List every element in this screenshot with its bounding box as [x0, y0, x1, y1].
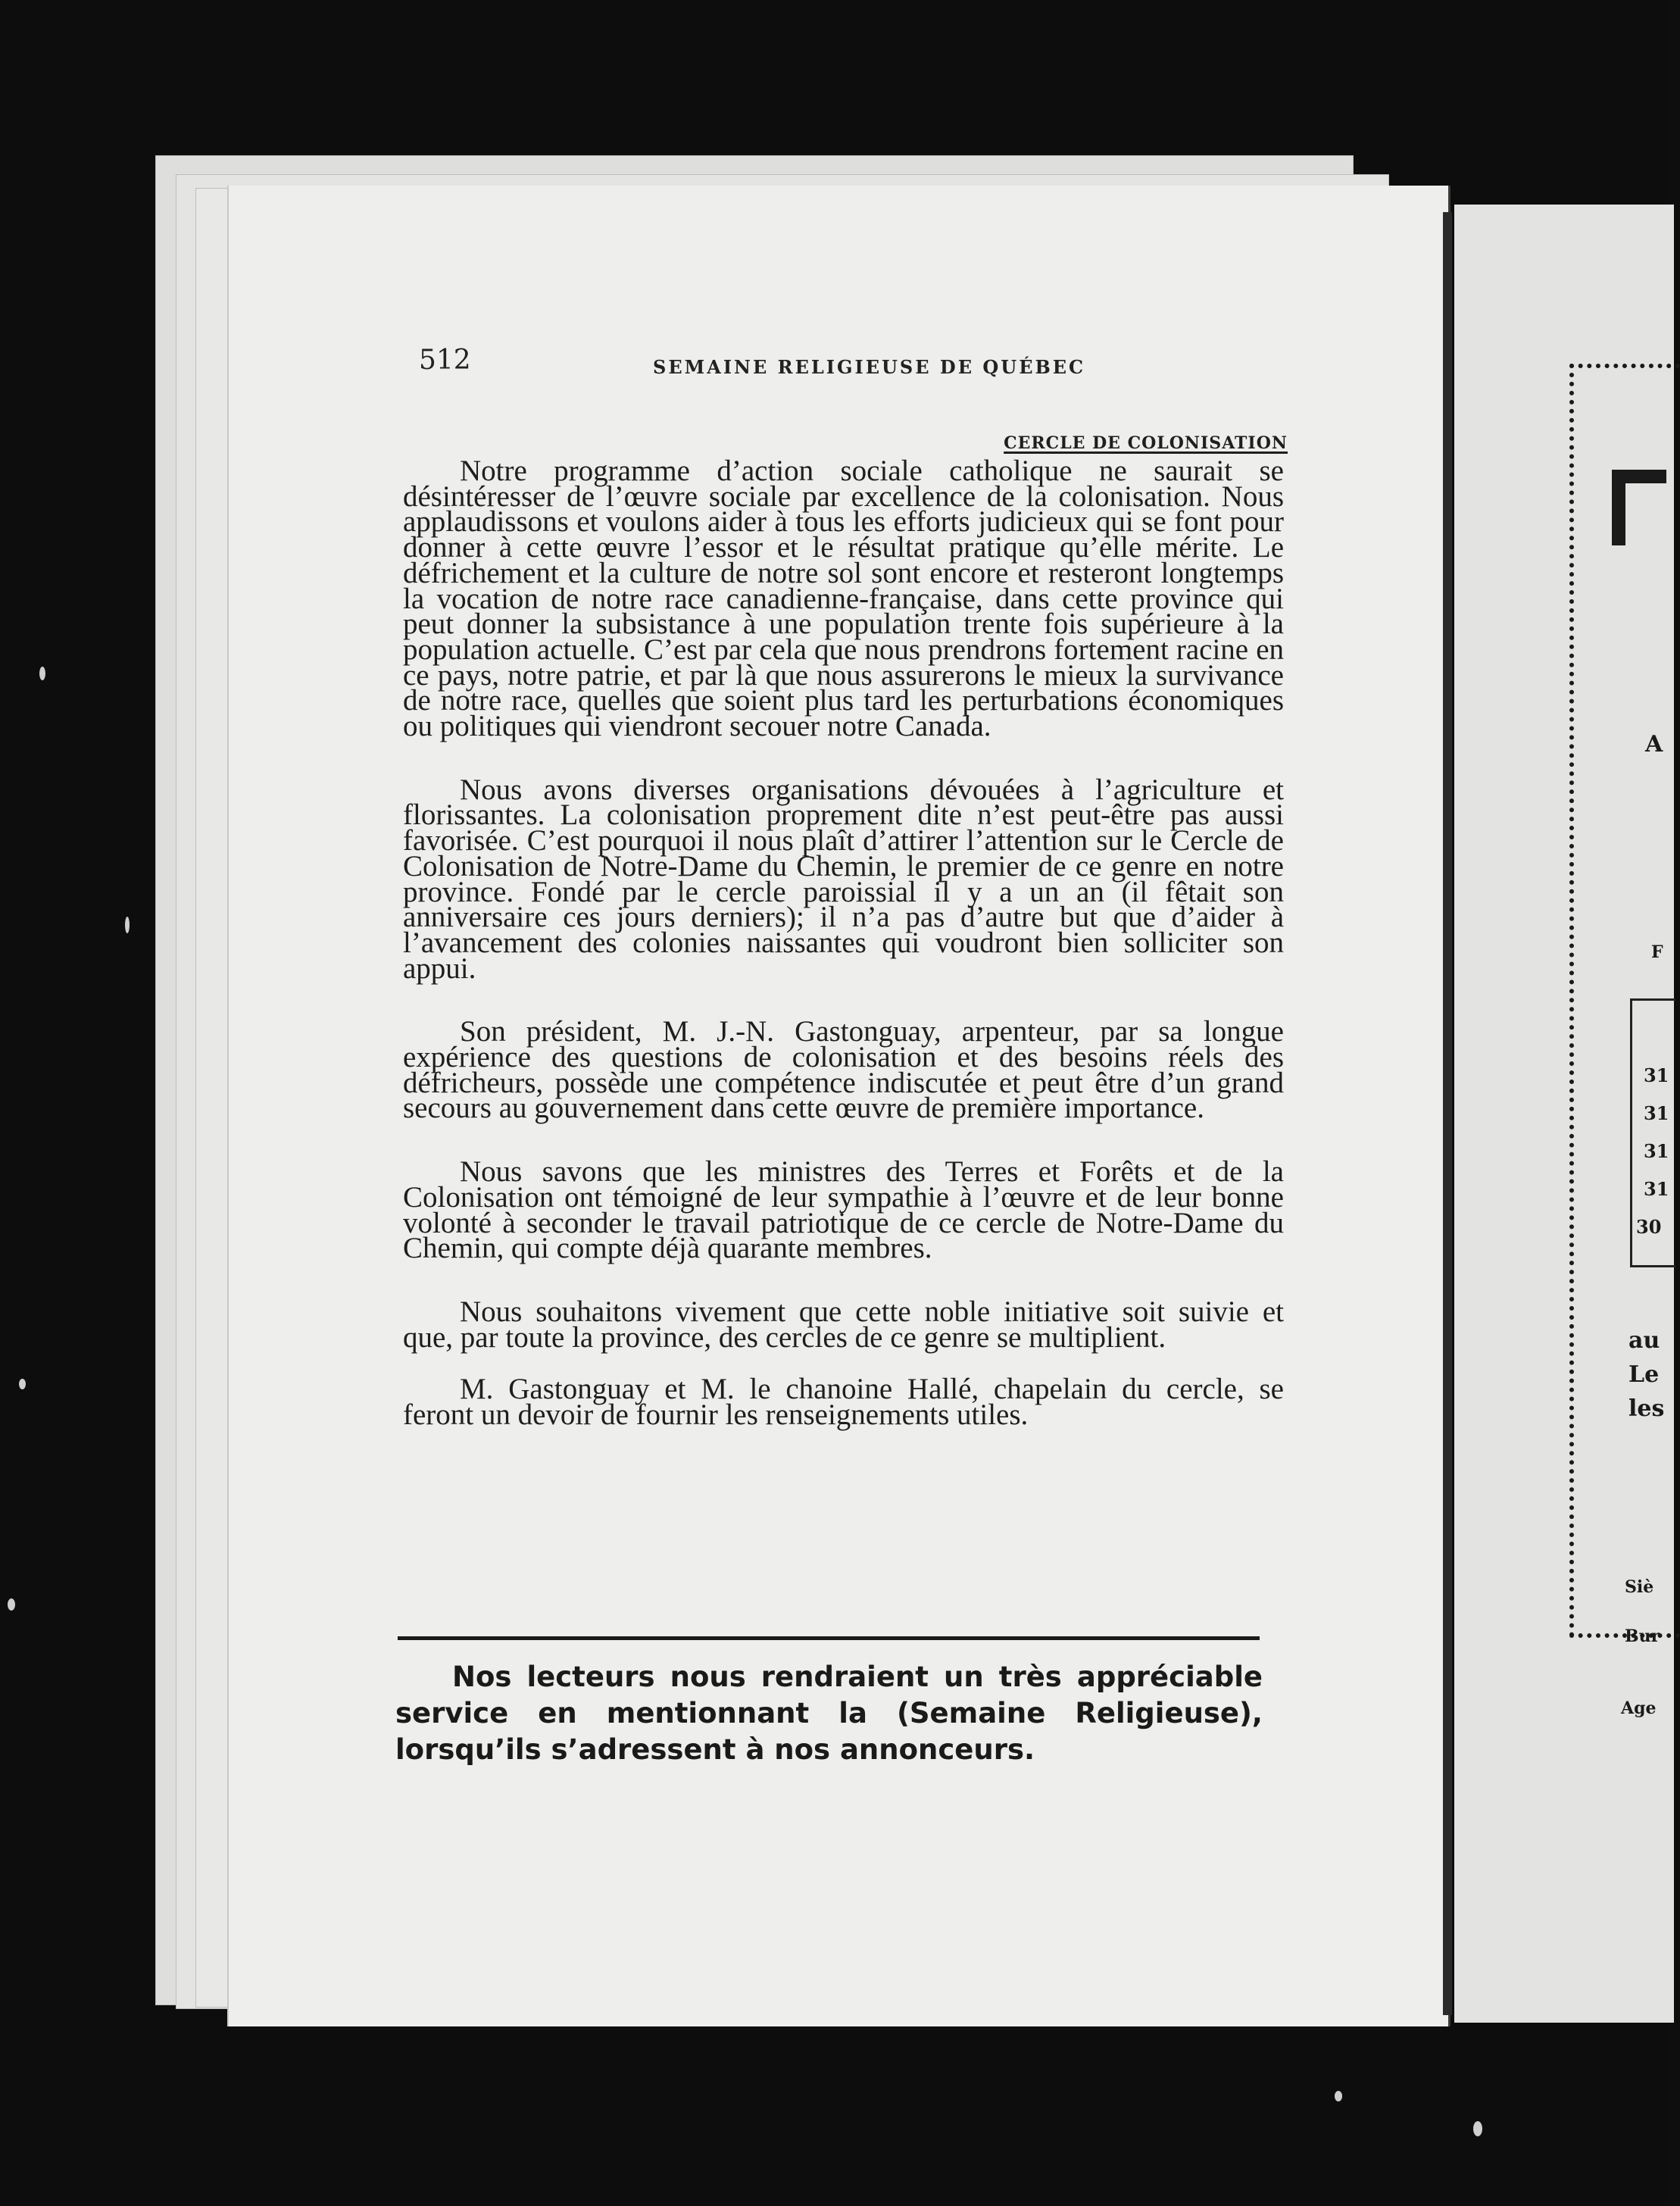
adjacent-fragment: Le: [1628, 1361, 1660, 1388]
adjacent-fragment: Age: [1621, 1698, 1657, 1718]
paragraph: Son président, M. J.-N. Gastonguay, arpenteur, par sa longue expérience des questions de colonisation et des besoins réels des défricheurs, possède une compétence indiscutée et peut être d’un grand secours au gouvernement dans cette œuvre de première importance.: [403, 1015, 1284, 1125]
running-title: SEMAINE RELIGIEUSE DE QUÉBEC: [653, 356, 1086, 378]
adjacent-fragment: Bur: [1625, 1626, 1660, 1646]
scan-speck: [1335, 2091, 1342, 2101]
paragraph: Nous savons que les ministres des Terres et Forêts et de la Colonisation ont témoigné de leur sympathie à l’œuvre et de leur bonne volonté à seconder le travail patriotique de ce cercle de Notre-Dame du Chemin, qui compte déjà quarante membres.: [403, 1155, 1284, 1265]
article-body: [403, 455, 1284, 1432]
adjacent-fragment: 30: [1636, 1216, 1662, 1238]
adjacent-fragment: au: [1628, 1327, 1660, 1354]
horizontal-rule: [398, 1636, 1260, 1640]
adjacent-fragment: 31: [1644, 1140, 1669, 1162]
page-gutter: [1443, 212, 1452, 2015]
adjacent-fragment: les: [1628, 1395, 1665, 1422]
scan-speck: [125, 917, 130, 933]
adjacent-fragment: 31: [1644, 1064, 1669, 1086]
adjacent-fragment: Siè: [1625, 1577, 1654, 1597]
section-heading: CERCLE DE COLONISATION: [1004, 433, 1288, 453]
adjacent-fragment: F: [1651, 942, 1663, 962]
adjacent-fragment: 31: [1644, 1178, 1669, 1200]
paragraph: Nous avons diverses organisations dévouées à l’agriculture et florissantes. La colonisation proprement dite n’est peut-être pas aussi favorisée. C’est pourquoi il nous plaît d’attirer l’attention sur le Cercle de Colonisation de Notre-Dame du Chemin, le premier de ce genre en notre province. Fondé par le cercle paroissial il y a un an (il fêtait son anniversaire ces jours derniers); il n’a pas d’autre but que d’aider à l’avancement des colonies naissantes qui voudront bien solliciter son appui.: [403, 773, 1284, 985]
adjacent-fragment: 31: [1644, 1102, 1669, 1124]
scan-speck: [8, 1598, 15, 1611]
page-number: 512: [419, 345, 471, 376]
scan-speck: [1473, 2121, 1482, 2136]
paragraph: Nous souhaitons vivement que cette noble initiative soit suivie et que, par toute la province, des cercles de ce genre se multiplient.: [403, 1295, 1284, 1354]
advertiser-notice: Nos lecteurs nous rendraient un très appréciable service en mentionnant la (Semaine Religieuse), lorsqu’ils s’adressent à nos annonceurs.: [395, 1661, 1263, 1766]
paragraph: M. Gastonguay et M. le chanoine Hallé, chapelain du cercle, se feront un devoir de fournir les renseignements utiles.: [403, 1373, 1284, 1432]
scan-speck: [19, 1379, 26, 1389]
adjacent-page-large-letter: [1612, 470, 1666, 545]
scan-speck: [39, 667, 45, 680]
adjacent-fragment: A: [1645, 731, 1663, 758]
paragraph: Notre programme d’action sociale catholique ne saurait se désintéresser de l’œuvre sociale par excellence de la colonisation. Nous applaudissons et voulons aider à tous les efforts judicieux qui se font pour donner à cette œuvre l’essor et le résultat pratique qu’elle mérite. Le défrichement et la culture de notre sol sont encore et resteront longtemps la vocation de notre race canadienne-française, dans cette province qui peut donner la subsistance à une population trente fois supérieure à la population actuelle. C’est par cela que nous prendrons fortement racine en ce pays, notre patrie, et par là que nous assurerons le mieux la survivance de notre race, quelles que soient plus tard les perturbations économiques ou politiques qui viendront secouer notre Canada.: [403, 455, 1284, 743]
